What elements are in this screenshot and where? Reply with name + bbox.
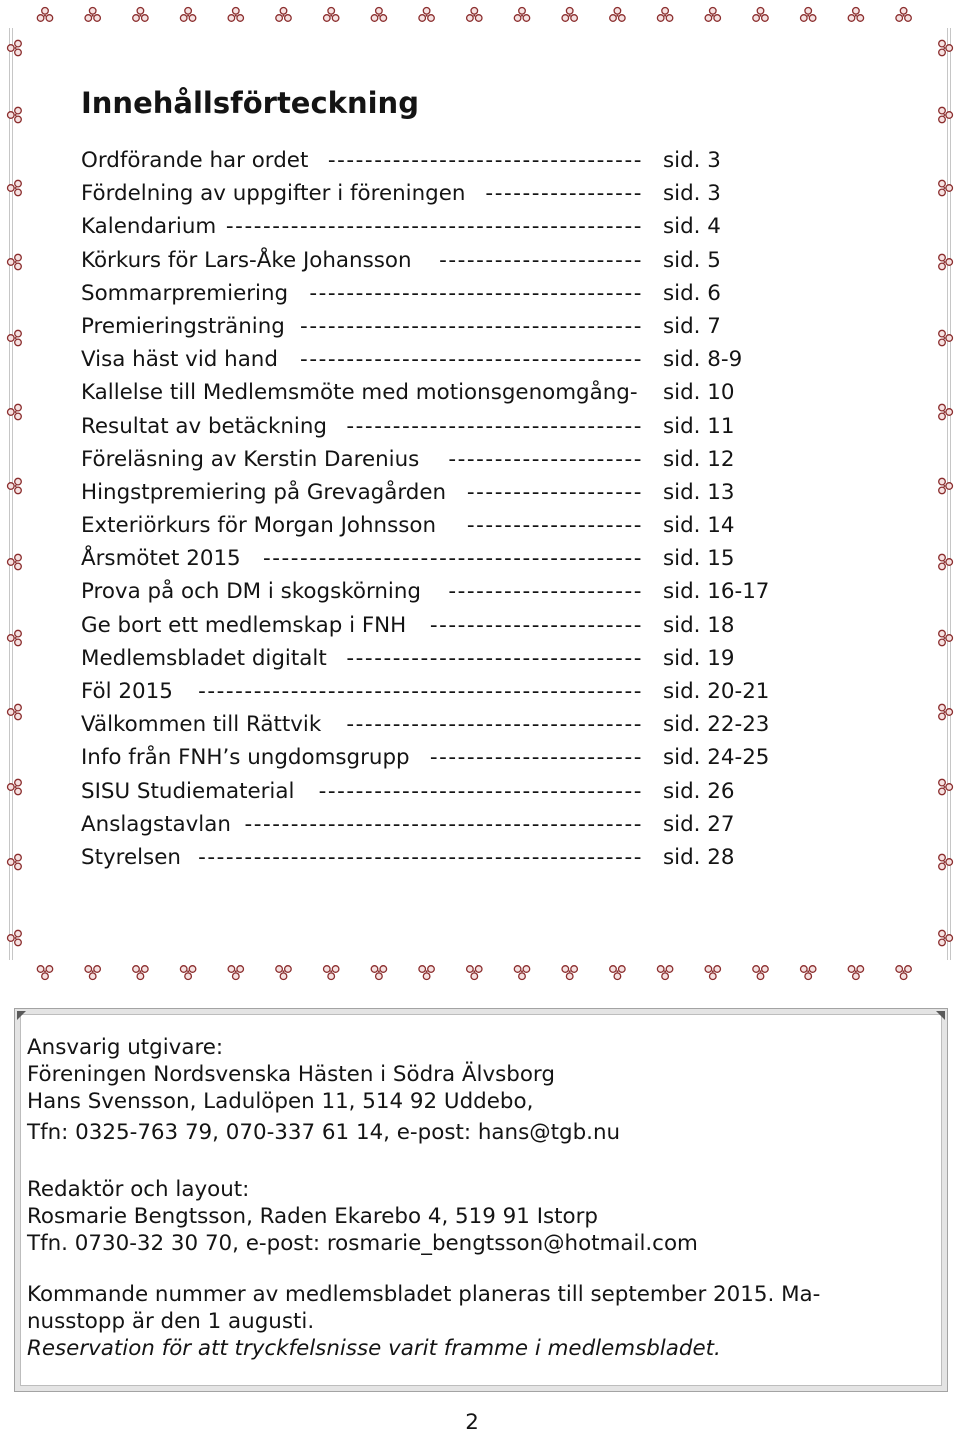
toc-entry-leader: ------------------------------------------------ [198, 679, 643, 704]
table-of-contents [81, 144, 861, 874]
toc-entry-page: sid. 15 [663, 546, 735, 572]
toc-entry [81, 343, 861, 376]
toc-entry-main [81, 708, 643, 741]
toc-entry-leader: ----------------------------------- [318, 778, 643, 804]
toc-entry-leader: -------------------------------- [346, 413, 643, 439]
toc-entry-leader: ------------------------------------- [300, 347, 643, 373]
toc-entry-page: sid. 16-17 [663, 579, 770, 605]
toc-entry [81, 476, 861, 509]
page-number: 2 [465, 1410, 479, 1435]
toc-entry-leader-wrap [288, 277, 643, 310]
next-issue-line-2: nusstopp är den 1 augusti. [27, 1309, 315, 1334]
toc-entry-main [81, 542, 643, 575]
toc-entry-leader: ------------------- [466, 479, 643, 505]
trefoil-ornament-icon [37, 966, 52, 980]
toc-entry-leader: ---------------------- [439, 247, 643, 273]
publisher-name: Föreningen Nordsvenska Hästen i Södra Älvsborg [27, 1062, 555, 1087]
toc-entry-leader-wrap [231, 808, 643, 841]
colophon [27, 1034, 820, 1362]
toc-entry-page: sid. 10 [663, 380, 735, 406]
toc-entry [81, 609, 861, 642]
toc-entry-leader: ----------------- [485, 181, 643, 207]
trefoil-ornament-icon [467, 966, 482, 980]
toc-entry [81, 708, 861, 741]
toc-entry-leader: ------------------------------------------------ [198, 844, 643, 870]
toc-entry-page: sid. 28 [663, 844, 735, 870]
page-title: Innehållsförteckning [81, 86, 419, 120]
toc-entry [81, 177, 861, 210]
toc-entry-title: Ge bort ett medlemskap i FNH [81, 612, 407, 638]
toc-entry-leader: ------------------- [466, 513, 643, 539]
toc-entry-leader-wrap [294, 775, 643, 808]
trefoil-ornament-icon [514, 8, 529, 22]
trefoil-ornament-icon [610, 8, 625, 22]
toc-entry-title: Anslagstavlan [81, 811, 231, 837]
trefoil-ornament-icon [133, 8, 148, 22]
trefoil-ornament-icon [324, 966, 339, 980]
toc-entry-title: Föreläsning av Kerstin Darenius [81, 446, 420, 472]
disclaimer: Reservation för att tryckfelsnisse varit framme i medlemsbladet. [27, 1336, 721, 1361]
toc-entry-main [81, 244, 643, 277]
toc-entry-title: Info från FNH’s ungdomsgrupp [81, 745, 410, 771]
toc-entry-leader: ------------------------------------ [309, 280, 643, 306]
trefoil-ornament-icon [848, 966, 863, 980]
toc-entry-page: sid. 14 [663, 513, 735, 539]
toc-entry-leader-wrap [421, 575, 643, 608]
toc-entry-leader-wrap [321, 708, 643, 741]
toc-entry-leader-wrap [410, 741, 643, 774]
toc-entry-title: Hingstpremiering på Grevagården [81, 479, 447, 505]
toc-entry-main [81, 642, 643, 675]
toc-entry-page: sid. 7 [663, 313, 721, 339]
trefoil-ornament-icon [324, 8, 339, 22]
toc-entry-leader-wrap [327, 410, 643, 443]
toc-entry-title: Medlemsbladet digitalt [81, 645, 327, 671]
editor-address: Rosmarie Bengtsson, Raden Ekarebo 4, 519 91 Istorp [27, 1204, 598, 1229]
corner-mark [936, 1011, 945, 1020]
toc-entry-page: sid. 8-9 [663, 347, 743, 373]
publisher-contact: Tfn: 0325-763 79, 070-337 61 14, e-post: hans@tgb.nu [27, 1120, 621, 1145]
toc-entry-leader-wrap [327, 642, 643, 675]
toc-entry-title: Prova på och DM i skogskörning [81, 579, 422, 605]
toc-entry-title: Resultat av betäckning [81, 413, 327, 439]
toc-entry-page: sid. 3 [663, 181, 721, 207]
trefoil-ornament-icon [801, 966, 816, 980]
toc-entry-page: sid. 13 [663, 479, 735, 505]
toc-entry-page: sid. 4 [663, 214, 721, 240]
toc-entry-main [81, 808, 643, 841]
trefoil-ornament-icon [514, 966, 529, 980]
toc-entry-main [81, 509, 643, 542]
toc-entry-title: Kallelse till Medlemsmöte med motionsgenomgång- [81, 380, 638, 406]
toc-entry-page: sid. 19 [663, 645, 735, 671]
toc-entry-main [81, 443, 643, 476]
trefoil-ornament-icon [657, 966, 672, 980]
trefoil-ornament-icon [705, 966, 720, 980]
toc-entry-main [81, 575, 643, 608]
toc-entry [81, 542, 861, 575]
toc-entry-leader-wrap [436, 509, 643, 542]
toc-entry-page: sid. 3 [663, 148, 721, 173]
toc-entry [81, 575, 861, 608]
trefoil-ornament-icon [85, 966, 100, 980]
toc-entry-leader: --------------------- [448, 446, 643, 472]
trefoil-ornament-icon [133, 966, 148, 980]
toc-entry-leader-wrap [285, 310, 643, 343]
toc-entry-title: Styrelsen [81, 844, 181, 870]
trefoil-ornament-icon [657, 8, 672, 22]
toc-entry-main [81, 210, 643, 243]
publisher-address: Hans Svensson, Ladulöpen 11, 514 92 Uddebo, [27, 1089, 534, 1114]
toc-entry-main [81, 144, 643, 177]
toc-entry [81, 310, 861, 343]
toc-entry [81, 509, 861, 542]
toc-entry-leader-wrap [412, 244, 643, 277]
next-issue-line-1: Kommande nummer av medlemsbladet planeras till september 2015. Ma- [27, 1282, 821, 1307]
toc-entry-leader: ---------------------------------- [327, 148, 643, 173]
toc-entry-leader-wrap [638, 376, 643, 409]
toc-entry-main [81, 310, 643, 343]
toc-entry-leader: ----------------------------------------- [262, 546, 643, 572]
toc-entry [81, 244, 861, 277]
trefoil-ornament-icon [276, 8, 291, 22]
toc-entry-leader-wrap [241, 542, 643, 575]
toc-entry-leader: --------------------------------------------- [225, 214, 643, 240]
toc-entry-leader: ----------------------- [429, 745, 643, 771]
toc-entry-leader-wrap [278, 343, 643, 376]
toc-entry-title: SISU Studiematerial [81, 778, 295, 804]
toc-entry-title: Årsmötet 2015 [81, 546, 241, 572]
toc-entry-page: sid. 20-21 [663, 679, 770, 704]
corner-mark [17, 1011, 26, 1020]
toc-entry-main [81, 476, 643, 509]
toc-entry-page: sid. 18 [663, 612, 735, 638]
toc-entry-page: sid. 12 [663, 446, 735, 472]
trefoil-ornament-icon [419, 8, 434, 22]
toc-entry [81, 741, 861, 774]
toc-entry [81, 144, 861, 177]
trefoil-ornament-icon [37, 8, 52, 22]
trefoil-ornament-icon [610, 966, 625, 980]
toc-entry-main [81, 741, 643, 774]
toc-entry-main [81, 775, 643, 808]
toc-entry-main [81, 376, 643, 409]
trefoil-ornament-icon [705, 8, 720, 22]
toc-entry-title: Visa häst vid hand [81, 347, 278, 373]
toc-entry [81, 210, 861, 243]
toc-entry-leader-wrap [419, 443, 643, 476]
toc-entry [81, 808, 861, 841]
trefoil-ornament-icon [896, 8, 911, 22]
trefoil-ornament-icon [562, 8, 577, 22]
trefoil-ornament-icon [180, 966, 195, 980]
toc-entry [81, 277, 861, 310]
toc-entry [81, 376, 861, 409]
trefoil-ornament-icon [228, 966, 243, 980]
toc-entry [81, 775, 861, 808]
trefoil-ornament-icon [467, 8, 482, 22]
trefoil-ornament-icon [801, 8, 816, 22]
trefoil-ornament-icon [848, 8, 863, 22]
trefoil-ornament-icon [419, 966, 434, 980]
publisher-heading: Ansvarig utgivare: [27, 1035, 224, 1060]
toc-entry-leader: -------------------------------- [346, 645, 643, 671]
toc-entry-page: sid. 24-25 [663, 745, 770, 771]
toc-entry-page: sid. 27 [663, 811, 735, 837]
toc-entry-title: Körkurs för Lars-Åke Johansson [81, 247, 412, 273]
toc-entry-leader: --------------------- [448, 579, 643, 605]
toc-entry-leader-wrap [181, 841, 643, 874]
toc-entry-leader: -------------------------------- [346, 712, 643, 738]
toc-entry-main [81, 277, 643, 310]
toc-entry-title: Kalendarium [81, 214, 217, 240]
toc-entry-leader-wrap [173, 675, 643, 708]
toc-entry-title: Ordförande har ordet [81, 148, 309, 173]
toc-entry [81, 410, 861, 443]
toc-entry-title: Sommarpremiering [81, 280, 289, 306]
toc-entry-title: Föl 2015 [81, 679, 173, 704]
toc-entry-leader-wrap [465, 177, 643, 210]
toc-entry-main [81, 841, 643, 874]
toc-entry-main [81, 609, 643, 642]
toc-entry-title: Premieringsträning [81, 313, 285, 339]
toc-entry-main [81, 343, 643, 376]
toc-entry-title: Välkommen till Rättvik [81, 712, 322, 738]
trefoil-ornament-icon [180, 8, 195, 22]
trefoil-ornament-icon [562, 966, 577, 980]
toc-entry-leader-wrap [308, 144, 643, 177]
toc-entry-leader-wrap [216, 210, 643, 243]
editor-contact: Tfn. 0730-32 30 70, e-post: rosmarie_bengtsson@hotmail.com [27, 1231, 698, 1256]
editor-heading: Redaktör och layout: [27, 1177, 250, 1202]
trefoil-ornament-icon [753, 8, 768, 22]
trefoil-ornament-icon [228, 8, 243, 22]
toc-entry-leader: ------------------------------------- [300, 313, 643, 339]
toc-entry-page: sid. 5 [663, 247, 721, 273]
toc-entry-page: sid. 22-23 [663, 712, 770, 738]
toc-entry-page: sid. 26 [663, 778, 735, 804]
trefoil-ornament-icon [85, 8, 100, 22]
toc-entry-leader: ------------------------------------------- [244, 811, 643, 837]
toc-entry-main [81, 675, 643, 708]
toc-entry [81, 675, 861, 708]
toc-entry-page: sid. 11 [663, 413, 735, 439]
toc-entry-title: Exteriörkurs för Morgan Johnsson [81, 513, 437, 539]
trefoil-ornament-icon [371, 8, 386, 22]
toc-entry [81, 841, 861, 874]
trefoil-ornament-icon [753, 966, 768, 980]
toc-entry-page: sid. 6 [663, 280, 721, 306]
toc-entry-main [81, 177, 643, 210]
toc-entry-leader: ----------------------- [429, 612, 643, 638]
toc-entry-title: Fördelning av uppgifter i föreningen [81, 181, 466, 207]
toc-entry [81, 443, 861, 476]
toc-entry-leader-wrap [406, 609, 643, 642]
trefoil-ornament-icon [276, 966, 291, 980]
toc-entry-main [81, 410, 643, 443]
toc-entry-leader-wrap [446, 476, 643, 509]
trefoil-ornament-icon [896, 966, 911, 980]
toc-entry [81, 642, 861, 675]
trefoil-ornament-icon [371, 966, 386, 980]
